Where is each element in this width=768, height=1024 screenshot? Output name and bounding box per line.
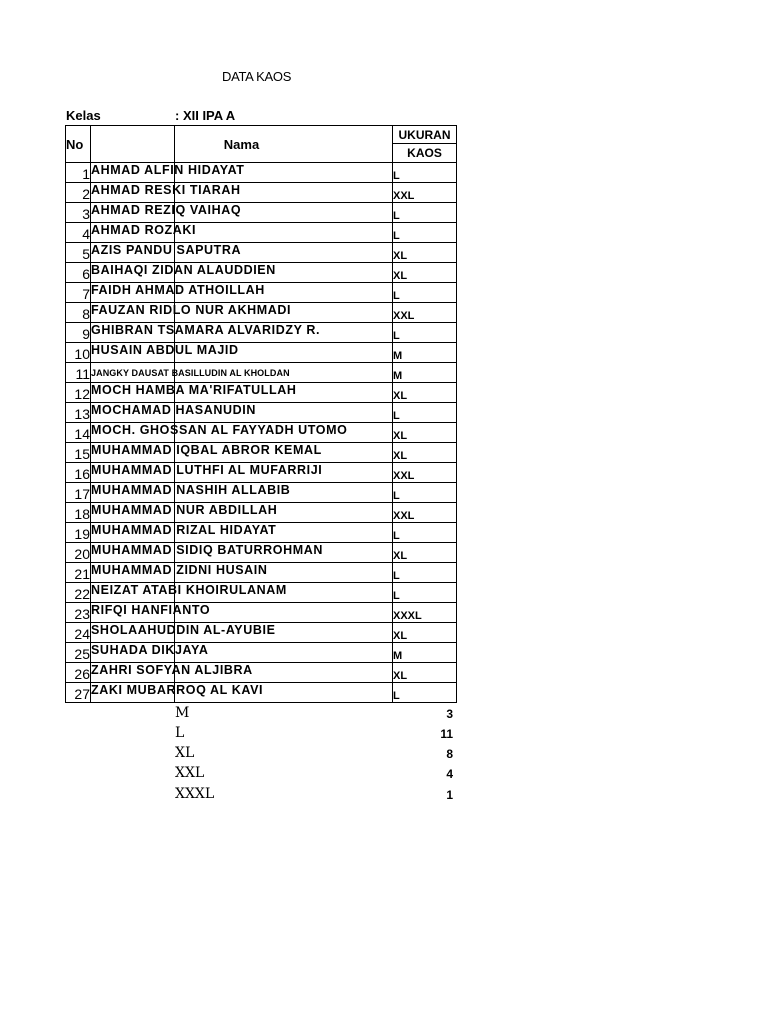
student-name: AZIS PANDU SAPUTRA: [91, 243, 393, 263]
student-name: MUHAMMAD IQBAL ABROR KEMAL: [91, 443, 393, 463]
row-number: 5: [66, 243, 91, 263]
student-name: MUHAMMAD RIZAL HIDAYAT: [91, 523, 393, 543]
student-name: MUHAMMAD LUTHFI AL MUFARRIJI: [91, 463, 393, 483]
table-row: [66, 283, 457, 303]
student-name: SHOLAAHUDDIN AL-AYUBIE: [91, 623, 393, 643]
shirt-size: XL: [393, 543, 457, 563]
row-number: 22: [66, 583, 91, 603]
row-number: 23: [66, 603, 91, 623]
row-number: 21: [66, 563, 91, 583]
student-name: MOCH HAMBA MA'RIFATULLAH: [91, 383, 393, 403]
header-no: No: [66, 126, 91, 163]
table-row: [66, 163, 457, 183]
shirt-size: XL: [393, 663, 457, 683]
table-row: [66, 323, 457, 343]
student-name: MUHAMMAD NASHIH ALLABIB: [91, 483, 393, 503]
summary-size-count: 8: [446, 747, 453, 761]
shirt-size: XXXL: [393, 603, 457, 623]
shirt-size: M: [393, 363, 457, 383]
table-row: [66, 483, 457, 503]
header-nama: Nama: [91, 126, 393, 163]
shirt-size: XXL: [393, 503, 457, 523]
shirt-size: XXL: [393, 463, 457, 483]
student-name: AHMAD RESKI TIARAH: [91, 183, 393, 203]
student-name: FAUZAN RIDLO NUR AKHMADI: [91, 303, 393, 323]
summary-size-label: L: [175, 725, 185, 741]
table-row: [66, 223, 457, 243]
row-number: 1: [66, 163, 91, 183]
student-name: HUSAIN ABDUL MAJID: [91, 343, 393, 363]
student-name: AHMAD ROZAKI: [91, 223, 393, 243]
row-number: 17: [66, 483, 91, 503]
row-number: 19: [66, 523, 91, 543]
table-row: [66, 683, 457, 703]
row-number: 6: [66, 263, 91, 283]
row-number: 26: [66, 663, 91, 683]
shirt-size: XXL: [393, 303, 457, 323]
row-number: 2: [66, 183, 91, 203]
student-name: AHMAD REZIQ VAIHAQ: [91, 203, 393, 223]
shirt-size: L: [393, 203, 457, 223]
student-name: NEIZAT ATABI KHOIRULANAM: [91, 583, 393, 603]
row-number: 7: [66, 283, 91, 303]
table-row: [66, 203, 457, 223]
header-kaos: KAOS: [393, 144, 457, 163]
student-name: AHMAD ALFIN HIDAYAT: [91, 163, 393, 183]
shirt-size: L: [393, 283, 457, 303]
row-number: 25: [66, 643, 91, 663]
table-row: [66, 543, 457, 563]
table-row: [66, 383, 457, 403]
summary-size-label: M: [175, 705, 190, 721]
row-number: 27: [66, 683, 91, 703]
row-number: 13: [66, 403, 91, 423]
table-row: [66, 243, 457, 263]
shirt-size: L: [393, 583, 457, 603]
shirt-size: XL: [393, 383, 457, 403]
table-row: [66, 583, 457, 603]
table-row: [66, 463, 457, 483]
shirt-size: XL: [393, 243, 457, 263]
student-name: ZAKI MUBARROQ AL KAVI: [91, 683, 393, 703]
student-name: BAIHAQI ZIDAN ALAUDDIEN: [91, 263, 393, 283]
table-row: [66, 563, 457, 583]
row-number: 8: [66, 303, 91, 323]
kelas-value: : XII IPA A: [175, 108, 236, 123]
row-number: 16: [66, 463, 91, 483]
table-row: [66, 523, 457, 543]
shirt-size: L: [393, 683, 457, 703]
summary-size-label: XL: [175, 745, 195, 761]
row-number: 10: [66, 343, 91, 363]
summary-size-count: 4: [446, 767, 453, 781]
row-number: 4: [66, 223, 91, 243]
table-row: [66, 183, 457, 203]
table-row: [66, 263, 457, 283]
shirt-size: XL: [393, 423, 457, 443]
table-header-row: [66, 126, 457, 144]
table-row: [66, 503, 457, 523]
row-number: 12: [66, 383, 91, 403]
row-number: 20: [66, 543, 91, 563]
kaos-table: [65, 125, 457, 703]
row-number: 15: [66, 443, 91, 463]
table-row: [66, 623, 457, 643]
row-number: 18: [66, 503, 91, 523]
row-number: 9: [66, 323, 91, 343]
header-ukuran: UKURAN: [393, 126, 457, 144]
row-number: 24: [66, 623, 91, 643]
shirt-size: L: [393, 523, 457, 543]
row-number: 14: [66, 423, 91, 443]
student-name: MOCHAMAD HASANUDIN: [91, 403, 393, 423]
student-name: MUHAMMAD NUR ABDILLAH: [91, 503, 393, 523]
student-name: GHIBRAN TSAMARA ALVARIDZY R.: [91, 323, 393, 343]
student-name: FAIDH AHMAD ATHOILLAH: [91, 283, 393, 303]
table-row: [66, 603, 457, 623]
table-row: [66, 663, 457, 683]
shirt-size: M: [393, 643, 457, 663]
table-row: [66, 423, 457, 443]
summary-size-label: XXXL: [175, 786, 215, 802]
kelas-label: Kelas: [66, 108, 101, 123]
shirt-size: L: [393, 323, 457, 343]
shirt-size: L: [393, 563, 457, 583]
student-name: MUHAMMAD ZIDNI HUSAIN: [91, 563, 393, 583]
student-name: ZAHRI SOFYAN ALJIBRA: [91, 663, 393, 683]
table-row: [66, 443, 457, 463]
table-row: [66, 303, 457, 323]
shirt-size: L: [393, 403, 457, 423]
summary-size-count: 1: [446, 788, 453, 802]
shirt-size: M: [393, 343, 457, 363]
shirt-size: XXL: [393, 183, 457, 203]
student-name: RIFQI HANFIANTO: [91, 603, 393, 623]
shirt-size: L: [393, 483, 457, 503]
column-divider: [174, 125, 175, 703]
shirt-size: L: [393, 163, 457, 183]
summary-size-count: 3: [446, 707, 453, 721]
table-row: [66, 403, 457, 423]
shirt-size: XL: [393, 623, 457, 643]
page-title: DATA KAOS: [222, 69, 292, 84]
table-row: [66, 643, 457, 663]
summary-size-count: 11: [440, 727, 453, 741]
shirt-size: L: [393, 223, 457, 243]
row-number: 11: [66, 363, 91, 383]
shirt-size: XL: [393, 443, 457, 463]
student-name: JANGKY DAUSAT BASILLUDIN AL KHOLDAN: [91, 363, 393, 383]
student-name: MOCH. GHOSSAN AL FAYYADH UTOMO: [91, 423, 393, 443]
table-row: [66, 363, 457, 383]
shirt-size: XL: [393, 263, 457, 283]
summary-size-label: XXL: [175, 765, 205, 781]
student-name: MUHAMMAD SIDIQ BATURROHMAN: [91, 543, 393, 563]
student-name: SUHADA DIKJAYA: [91, 643, 393, 663]
table-row: [66, 343, 457, 363]
row-number: 3: [66, 203, 91, 223]
